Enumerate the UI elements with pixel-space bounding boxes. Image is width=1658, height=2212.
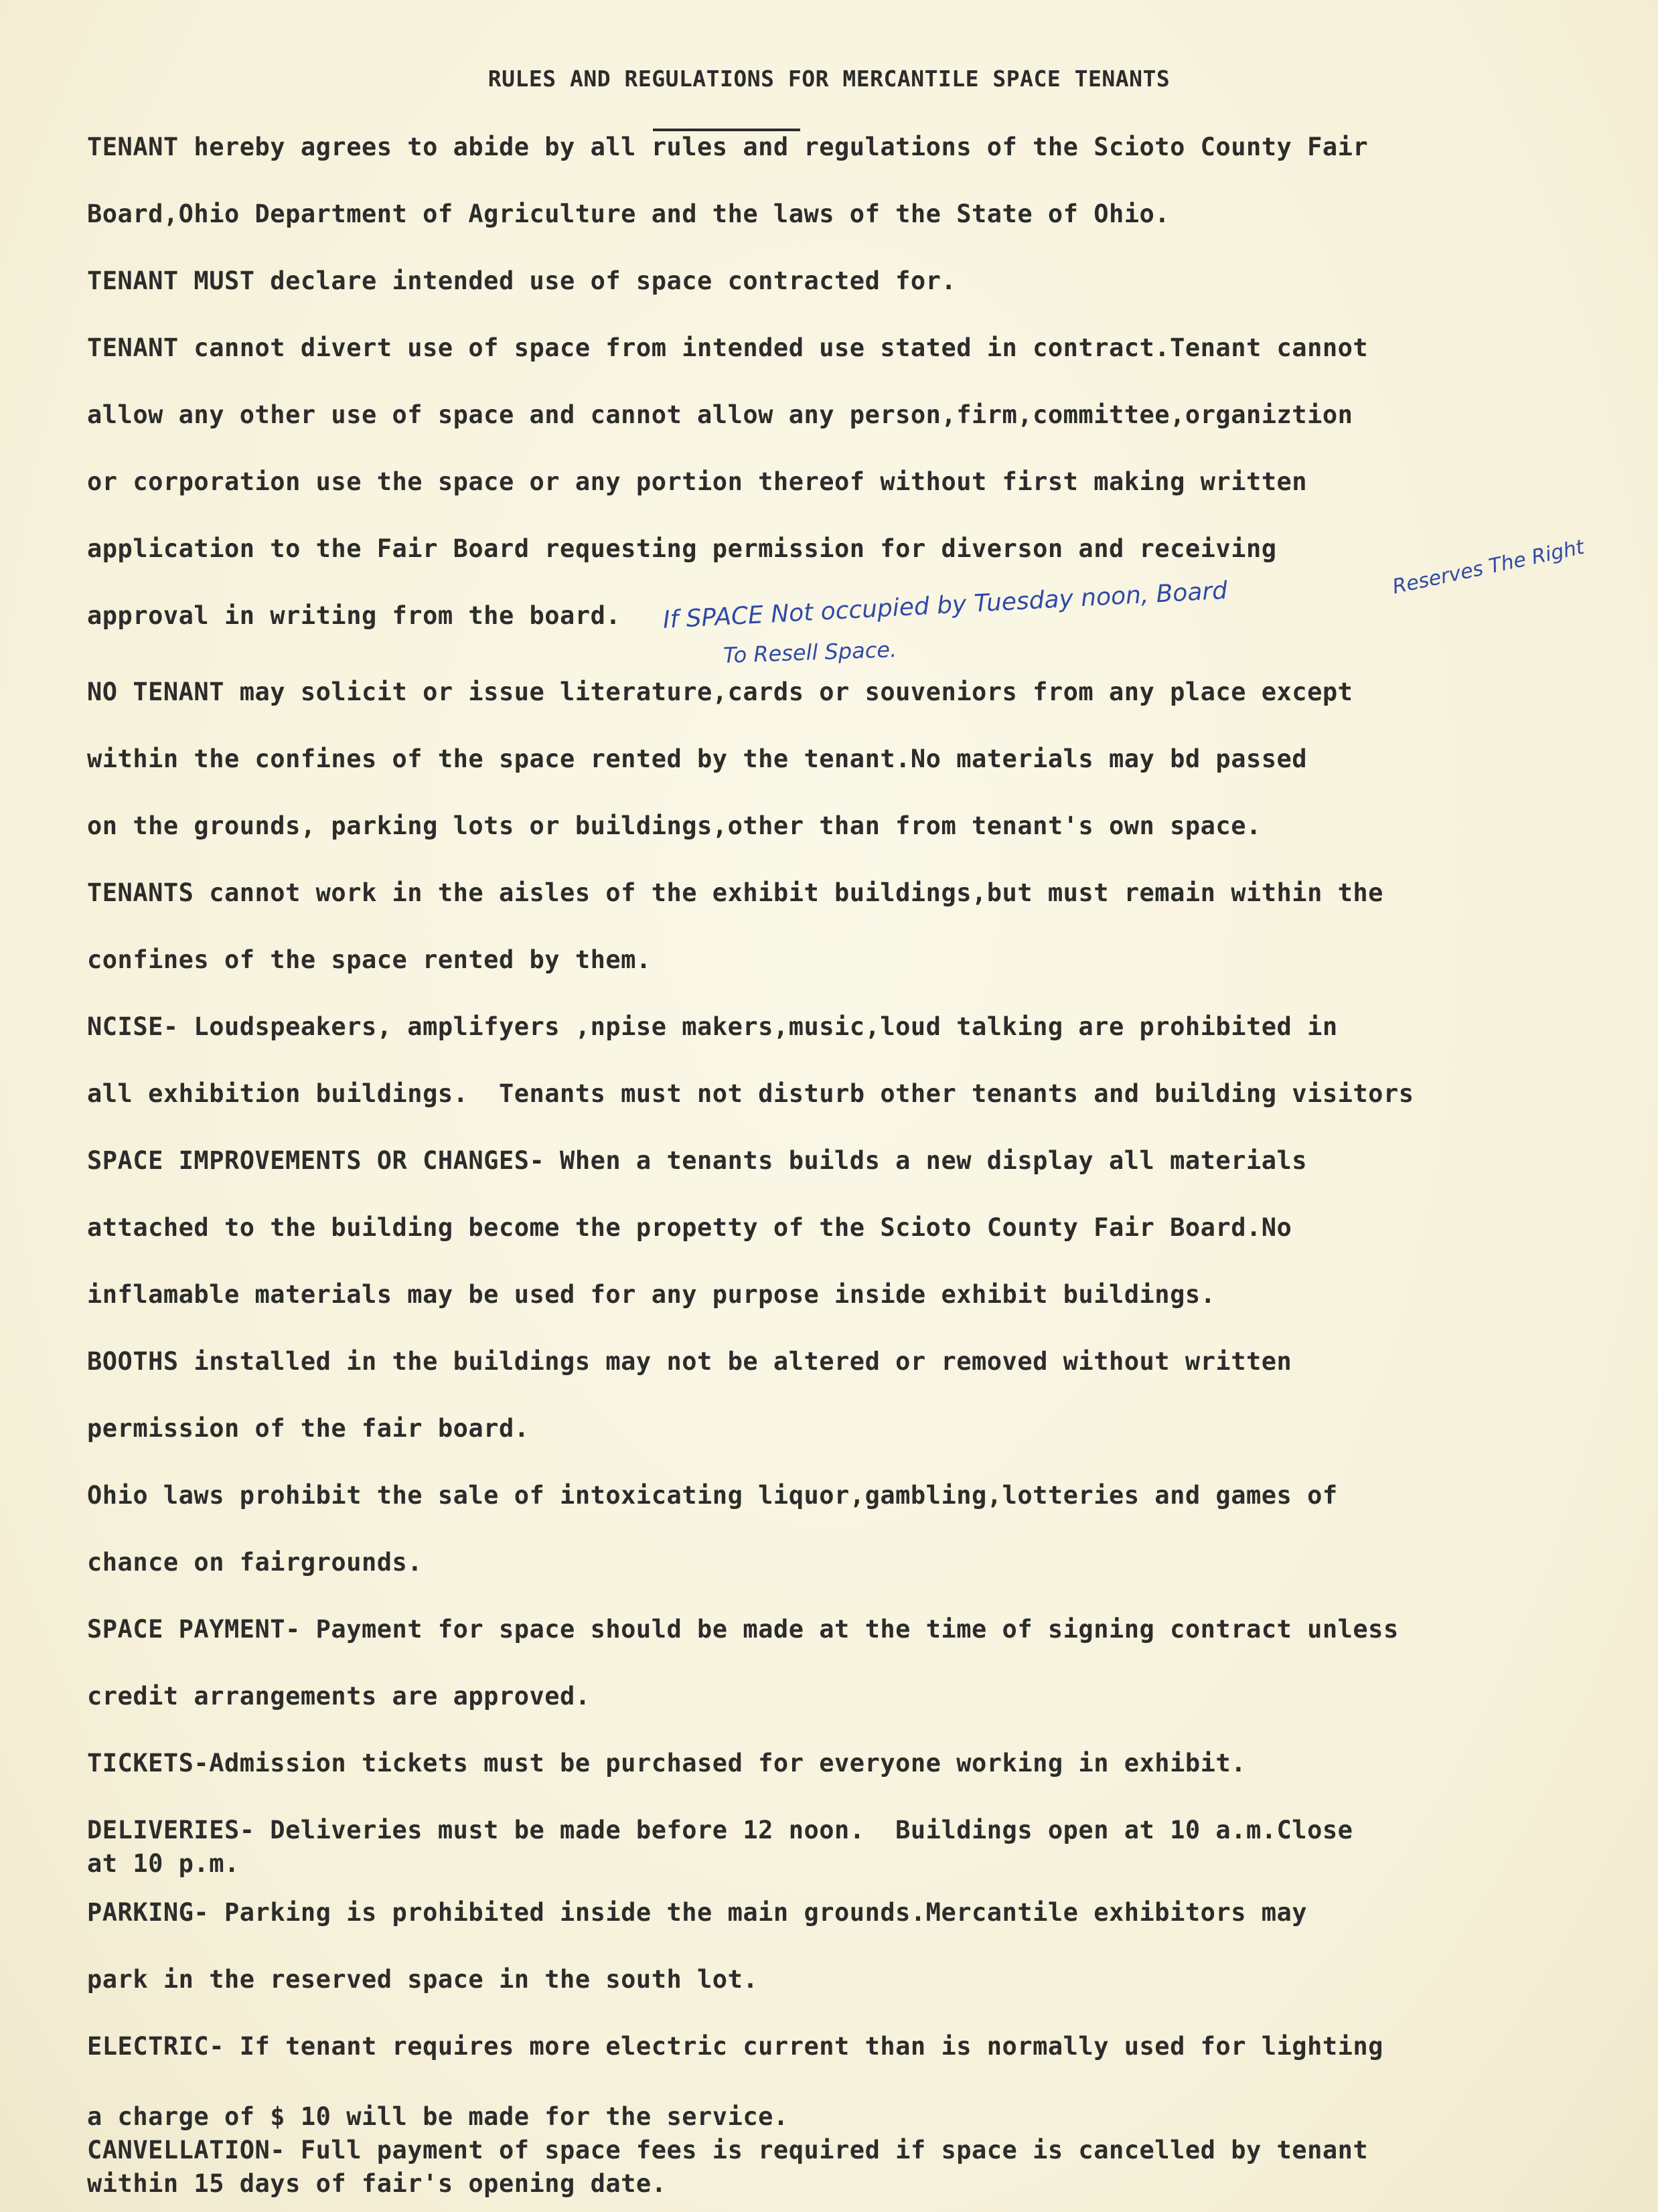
title-underline [653,129,800,131]
text-line: TENANT MUST declare intended use of space contracted for. [87,266,957,295]
handwritten-note-continued: To Resell Space. [723,636,897,668]
text-line: CANVELLATION- Full payment of space fees is required if space is cancelled by tenant [87,2136,1369,2164]
text-line: PARKING- Parking is prohibited inside the main grounds.Mercantile exhibitors may [87,1898,1308,1927]
handwritten-note: If SPACE Not occupied by Tuesday noon, Board [662,576,1228,634]
text-line: at 10 p.m. [87,1849,240,1878]
text-line: park in the reserved space in the south lot. [87,1965,759,1994]
text-line: SPACE IMPROVEMENTS OR CHANGES- When a tenants builds a new display all materials [87,1146,1308,1175]
text-line: application to the Fair Board requesting permission for diverson and receiving [87,534,1277,563]
text-line: within the confines of the space rented by the tenant.No materials may bd passed [87,744,1308,773]
text-line: attached to the building become the propetty of the Scioto County Fair Board.No [87,1213,1292,1242]
text-line: DELIVERIES- Deliveries must be made before 12 noon. Buildings open at 10 a.m.Close [87,1816,1353,1844]
text-line: confines of the space rented by them. [87,945,652,974]
text-line: NO TENANT may solicit or issue literature,cards or souveniors from any place except [87,678,1353,706]
document-title: RULES AND REGULATIONS FOR MERCANTILE SPACE TENANTS [487,66,1171,92]
text-line: ELECTRIC- If tenant requires more electric current than is normally used for lighting [87,2032,1383,2061]
text-line: or corporation use the space or any portion thereof without first making written [87,467,1308,496]
text-line: TENANT hereby agrees to abide by all rules and regulations of the Scioto County Fair [87,133,1369,161]
text-line: TENANT cannot divert use of space from intended use stated in contract.Tenant cannot [87,333,1369,362]
text-line: chance on fairgrounds. [87,1548,423,1577]
text-line: on the grounds, parking lots or buildings,other than from tenant's own space. [87,811,1262,840]
text-line: NCISE- Loudspeakers, amplifyers ,npise makers,music,loud talking are prohibited in [87,1012,1338,1041]
text-line: TENANTS cannot work in the aisles of the exhibit buildings,but must remain within the [87,878,1383,907]
text-line: Ohio laws prohibit the sale of intoxicating liquor,gambling,lotteries and games of [87,1481,1338,1510]
text-line: approval in writing from the board. [87,601,621,630]
text-line: within 15 days of fair's opening date. [87,2169,667,2198]
text-line: credit arrangements are approved. [87,1682,591,1711]
text-line: allow any other use of space and cannot allow any person,firm,committee,organiztion [87,400,1353,429]
text-line: inflamable materials may be used for any purpose inside exhibit buildings. [87,1280,1216,1309]
text-line: BOOTHS installed in the buildings may not be altered or removed without written [87,1347,1292,1376]
text-line: a charge of $ 10 will be made for the service. [87,2102,789,2131]
text-line: TICKETS-Admission tickets must be purchased for everyone working in exhibit. [87,1749,1246,1778]
text-line: all exhibition buildings. Tenants must not disturb other tenants and building visitors [87,1079,1414,1108]
text-line: SPACE PAYMENT- Payment for space should be made at the time of signing contract unless [87,1615,1399,1644]
text-line: Board,Ohio Department of Agriculture and the laws of the State of Ohio. [87,200,1171,228]
handwritten-margin-note: Reserves The Right [1390,535,1586,599]
text-line: permission of the fair board. [87,1414,530,1443]
